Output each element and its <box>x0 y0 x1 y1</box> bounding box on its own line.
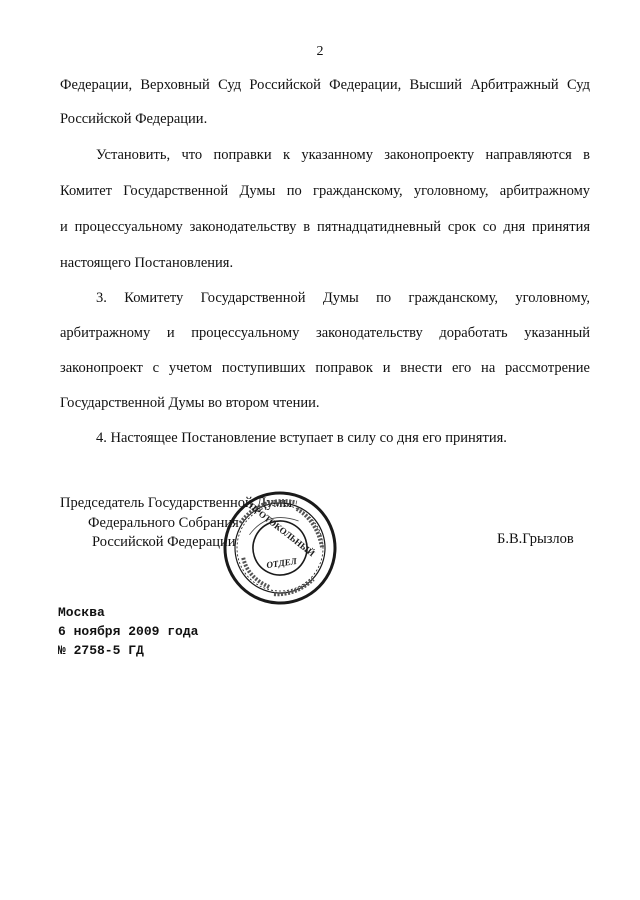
stamp-top-text: ПРОТОКОЛЬНЫЙ <box>246 500 317 559</box>
official-seal-stamp <box>220 486 340 610</box>
paragraph-first-line: 3. Комитету Государственной Думы по гражданскому, уголовному, <box>96 290 590 306</box>
body-line: Государственной Думы во втором чтении. <box>60 395 320 411</box>
body-line: и процессуальному законодательству в пятнадцатидневный срок со дня принятия <box>60 219 590 235</box>
body-line: Комитет Государственной Думы по гражданскому, уголовному, арбитражному <box>60 183 590 199</box>
signatory-title-line3: Российской Федерации <box>92 534 236 550</box>
paragraph-first-line: Установить, что поправки к указанному законопроекту направляются в <box>96 147 590 163</box>
footer-number: № 2758-5 ГД <box>58 643 144 658</box>
footer-date: 6 ноября 2009 года <box>58 624 199 639</box>
signatory-name: Б.В.Грызлов <box>497 531 574 547</box>
body-line: арбитражному и процессуальному законодательству доработать указанный <box>60 325 590 341</box>
signatory-title-line1: Председатель Государственной Думы <box>60 495 293 511</box>
paragraph-first-line: 4. Настоящее Постановление вступает в силу со дня его принятия. <box>96 430 507 446</box>
footer-city: Москва <box>58 605 105 620</box>
stamp-bottom-text: ОТДЕЛ <box>265 555 298 571</box>
body-line: настоящего Постановления. <box>60 255 234 271</box>
signatory-title-line2: Федерального Собрания <box>88 515 239 531</box>
body-line: Федерации, Верховный Суд Российской Федерации, Высший Арбитражный Суд <box>60 77 590 93</box>
body-line: Российской Федерации. <box>60 111 208 127</box>
body-line: законопроект с учетом поступивших поправок и внести его на рассмотрение <box>60 360 590 376</box>
page-number: 2 <box>316 44 324 59</box>
